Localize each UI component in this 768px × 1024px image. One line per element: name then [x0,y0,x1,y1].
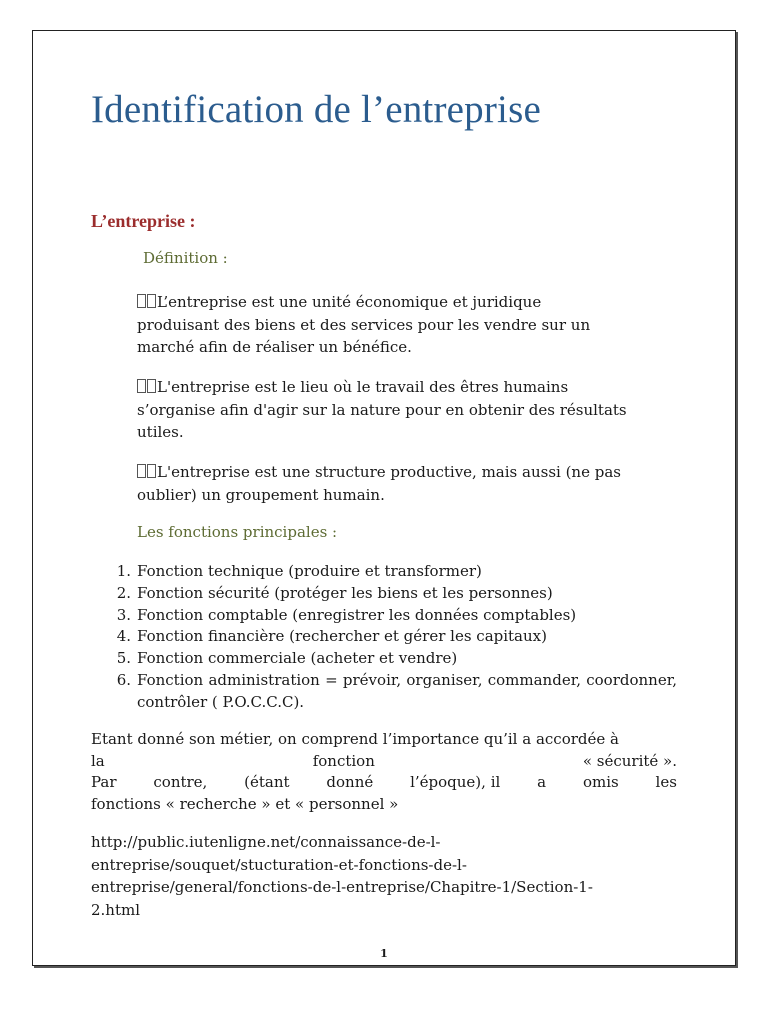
conclusion-paragraph: Etant donné son métier, on comprend l’importance qu’il a accordée à la fonction « sécurité ». Par contre, (étant donné l’époque), il a omis les fonctions « recherche » et « personnel » [91,730,677,813]
source-url: http://public.iutenligne.net/connaissance-de-l- entreprise/souquet/stucturation-et-fonctions-de-l- entreprise/general/fonctions-de-l-entreprise/Chapitre-1/Section-1- 2.html [91,833,593,919]
checkbox-glyph-icon [147,379,156,393]
list-item: 2. Fonction sécurité (protéger les biens et les personnes) [116,583,553,602]
definition-paragraph-1: L’entreprise est une unité économique et juridique produisant des biens et des services pour les vendre sur un marché afin de réaliser un bénéfice. [137,293,591,356]
checkbox-glyph-icon [147,464,156,478]
definition-heading: Définition : [143,249,228,267]
justified-line: la fonction « sécurité ». [91,751,677,770]
functions-list [105,561,677,714]
page-number: 1 [380,947,388,960]
definition-paragraph-2: L'entreprise est le lieu où le travail des êtres humains s’organise afin d'agir sur la nature pour en obtenir des résultats utiles. [137,378,627,441]
checkbox-glyph-icon [137,379,146,393]
list-item: 4. Fonction financière (rechercher et gérer les capitaux) [116,627,547,646]
list-item: 6. Fonction administration = prévoir, organiser, commander, coordonner, contrôler ( P.O.C.C.C). [116,670,677,711]
list-item: 5. Fonction commerciale (acheter et vendre) [116,649,458,668]
justified-line: Par contre, (étant donné l’époque), il a omis les [91,773,677,791]
list-item: 3. Fonction comptable (enregistrer les données comptables) [116,605,577,624]
section-heading: L’entreprise : [91,211,196,231]
checkbox-glyph-icon [137,294,146,308]
functions-heading: Les fonctions principales : [137,523,338,541]
checkbox-glyph-icon [137,464,146,478]
list-item: 1. Fonction technique (produire et transformer) [116,562,482,580]
document-page [32,30,736,966]
page-title: Identification de l’entreprise [91,88,541,131]
checkbox-glyph-icon [147,294,156,308]
definition-paragraph-3: L'entreprise est une structure productive, mais aussi (ne pas oublier) un groupement humain. [137,463,621,504]
